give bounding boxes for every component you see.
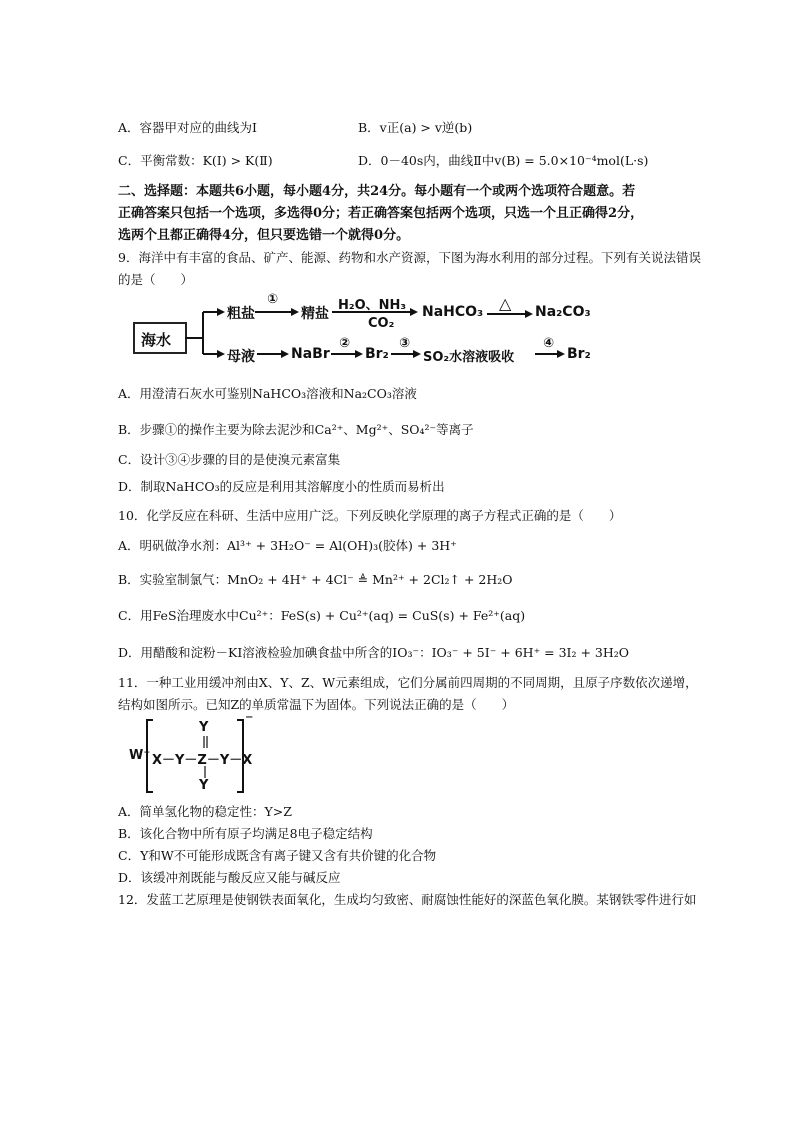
q8-option-b: B．v正(a) > v逆(b)	[358, 120, 473, 135]
q8-option-c: C．平衡常数：K(Ⅰ) > K(Ⅱ)	[118, 153, 273, 168]
step3-marker: ③	[399, 336, 411, 351]
seawater-label: 海水	[141, 331, 172, 349]
q10-option-b: B．实验室制氯气：MnO₂ + 4H⁺ + 4Cl⁻ ≜ Mn²⁺ + 2Cl₂↑ + 2H₂O	[118, 572, 513, 587]
section-heading-line3: 选两个且都正确得4分，但只要选错一个就得0分。	[118, 228, 410, 243]
q11-stem-line2: 结构如图所示。已知Z的单质常温下为固体。下列说法正确的是（ ）	[118, 697, 515, 712]
reagents-top-label: H₂O、NH₃	[338, 298, 407, 313]
step2-marker: ②	[339, 336, 351, 351]
nahco3-label: NaHCO₃	[422, 304, 484, 320]
q11-option-a: A．简单氢化物的稳定性：Y>Z	[118, 804, 292, 819]
w-cation-label: W⁺	[129, 748, 151, 763]
section-heading-line2: 正确答案只包括一个选项，多选得0分；若正确答案包括两个选项，只选一个且正确得2分，	[118, 206, 644, 221]
refined-salt-label: 精盐	[301, 306, 329, 322]
structure-bottom-y: Y	[199, 778, 209, 793]
q8-option-d: D．0－40s内，曲线Ⅱ中v(B) = 5.0×10⁻⁴mol(L·s)	[358, 153, 649, 168]
reagents-bottom-label: CO₂	[368, 316, 395, 331]
na2co3-label: Na₂CO₃	[535, 304, 591, 320]
q10-stem: 10．化学反应在科研、生活中应用广泛。下列反映化学原理的离子方程式正确的是（ ）	[118, 508, 622, 523]
q10-option-d: D．用醋酸和淀粉－KI溶液检验加碘食盐中所含的IO₃⁻：IO₃⁻ + 5I⁻ + 6H⁺ = 3I₂ + 3H₂O	[118, 645, 630, 660]
seawater-process-diagram	[125, 290, 605, 372]
q10-option-c: C．用FeS治理废水中Cu²⁺：FeS(s) + Cu²⁺(aq) = CuS(s) + Fe²⁺(aq)	[118, 608, 526, 623]
q8-option-a: A．容器甲对应的曲线为Ⅰ	[118, 120, 257, 135]
q11-option-c: C．Y和W不可能形成既含有离子键又含有共价键的化合物	[118, 848, 437, 863]
so2-absorption-label: SO₂水溶液吸收	[423, 350, 515, 365]
br2-product-label: Br₂	[567, 346, 591, 362]
mother-liquor-label: 母液	[227, 349, 255, 365]
q9-stem-line2: 的是（ ）	[118, 272, 194, 287]
q11-option-b: B．该化合物中所有原子均满足8电子稳定结构	[118, 826, 373, 841]
q9-option-d: D．制取NaHCO₃的反应是利用其溶解度小的性质而易析出	[118, 479, 445, 494]
structure-charge: ⁻	[245, 710, 254, 729]
q9-stem-line1: 9．海洋中有丰富的食品、矿产、能源、药物和水产资源，下图为海水利用的部分过程。下列有关说法错误	[118, 250, 701, 265]
structure-middle-chain: X－Y－Z－Y－X	[152, 753, 253, 768]
q9-option-c: C．设计③④步骤的目的是使溴元素富集	[118, 452, 341, 467]
structure-top-y: Y	[199, 720, 209, 735]
q12-stem-line1: 12．发蓝工艺原理是使钢铁表面氧化，生成均匀致密、耐腐蚀性能好的深蓝色氧化膜。某钢铁零件进行如	[118, 892, 697, 907]
q11-stem-line1: 11．一种工业用缓冲剂由X、Y、Z、W元素组成，它们分属前四周期的不同周期，且原子序数依次递增，	[118, 675, 698, 690]
q9-option-a: A．用澄清石灰水可鉴别NaHCO₃溶液和Na₂CO₃溶液	[118, 386, 417, 401]
section-heading-line1: 二、选择题：本题共6小题，每小题4分，共24分。每小题有一个或两个选项符合题意。若	[118, 184, 636, 199]
q10-option-a: A．明矾做净水剂：Al³⁺ + 3H₂O⁻ = Al(OH)₃(胶体) + 3H⁺	[118, 538, 457, 553]
step1-marker: ①	[267, 292, 279, 307]
nabr-label: NaBr	[291, 346, 330, 362]
heat-symbol: △	[499, 294, 512, 313]
br2-intermediate-label: Br₂	[365, 346, 389, 362]
buffer-structure	[125, 712, 285, 798]
q9-option-b: B．步骤①的操作主要为除去泥沙和Ca²⁺、Mg²⁺、SO₄²⁻等离子	[118, 422, 474, 437]
crude-salt-label: 粗盐	[227, 306, 255, 322]
q11-option-d: D．该缓冲剂既能与酸反应又能与碱反应	[118, 870, 341, 885]
step4-marker: ④	[543, 336, 555, 351]
